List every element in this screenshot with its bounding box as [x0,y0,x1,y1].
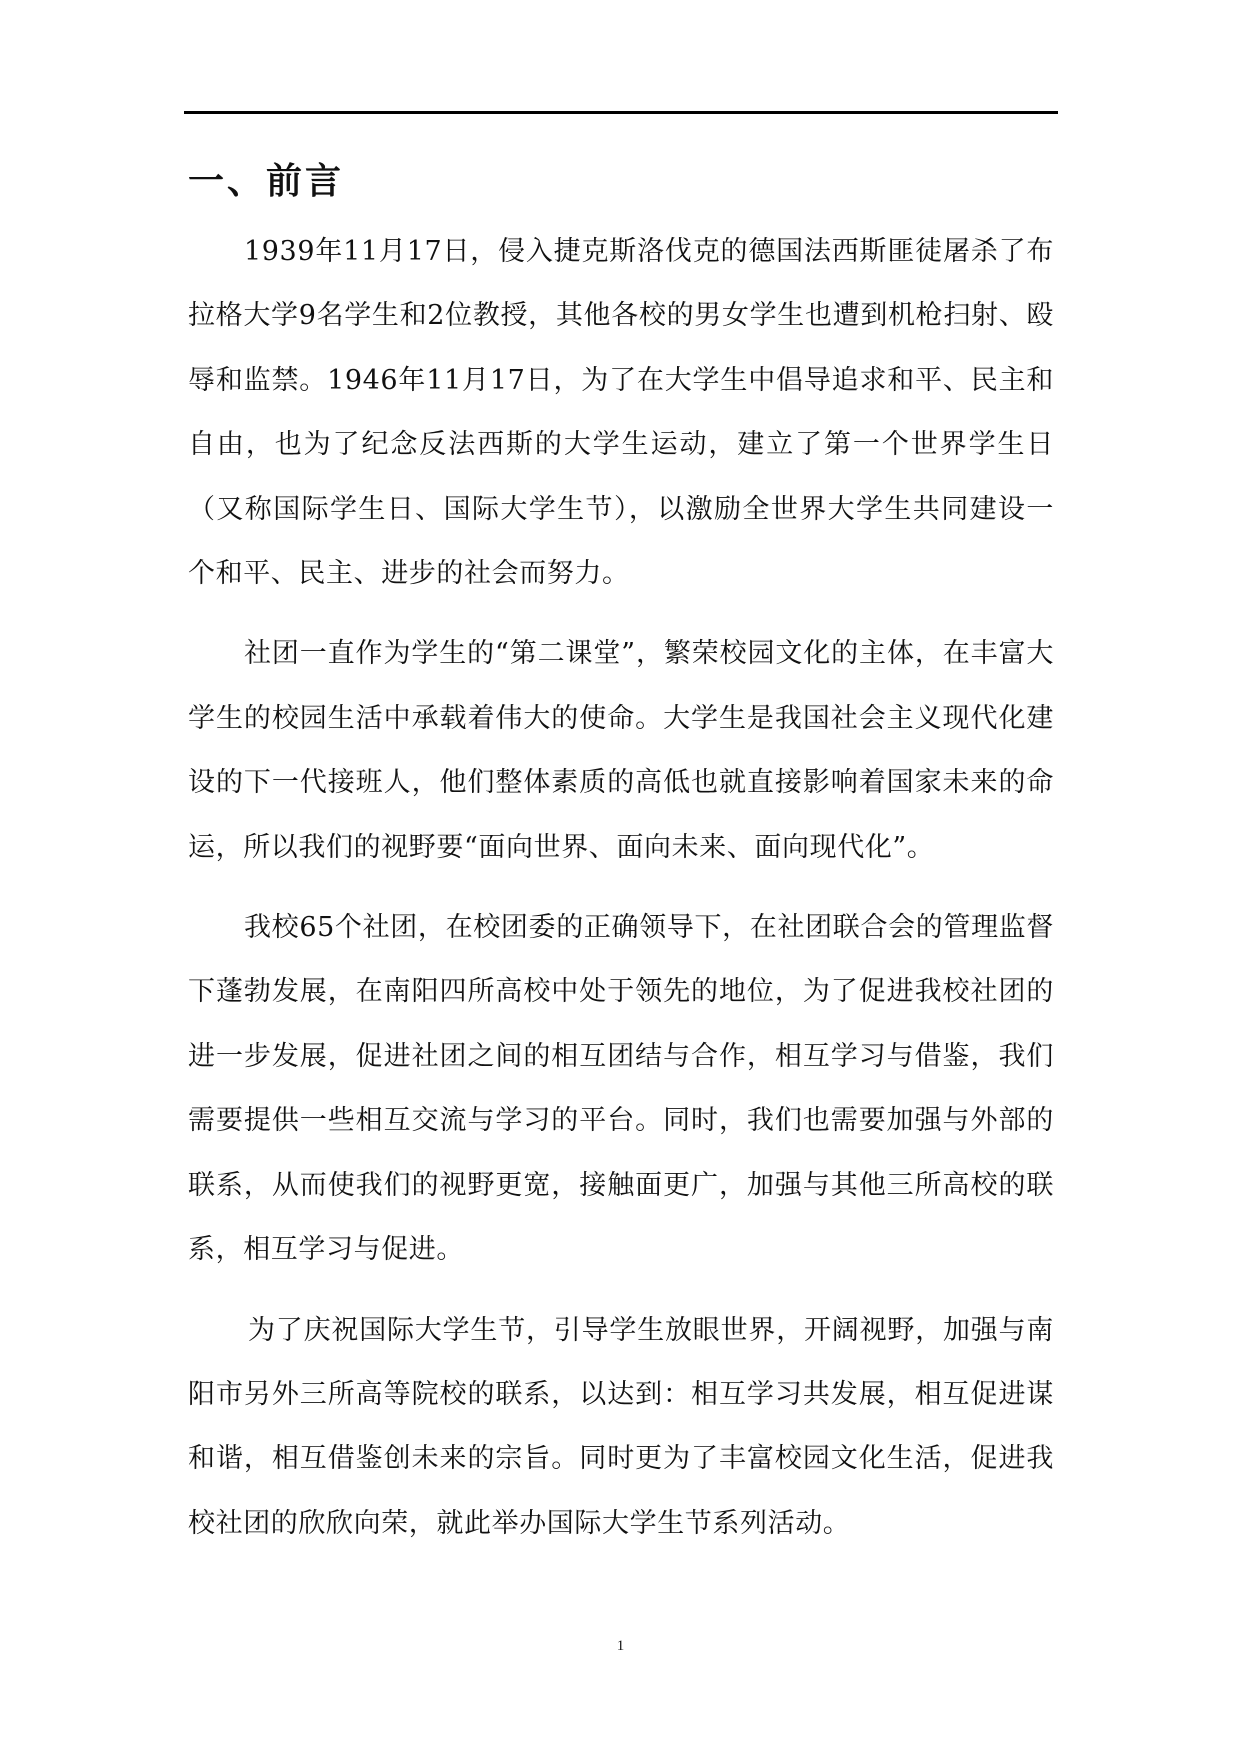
document-body [188,220,1054,1572]
paragraph-clubs-role: 社团一直作为学生的“第二课堂”，繁荣校园文化的主体，在丰富大学生的校园生活中承载着伟大的使命。大学生是我国社会主义现代化建设的下一代接班人，他们整体素质的高低也就直接影响着国家未来的命运，所以我们的视野要“面向世界、面向未来、面向现代化”。 [188,638,1054,863]
paragraph-world-student-day: 1939年11月17日，侵入捷克斯洛伐克的德国法西斯匪徒屠杀了布拉格大学9名学生和2位教授，其他各校的男女学生也遭到机枪扫射、殴辱和监禁。1946年11月17日，为了在大学生中倡导追求和平、民主和自由，也为了纪念反法西斯的大学生运动，建立了第一个世界学生日（又称国际学生日、国际大学生节），以激励全世界大学生共同建设一个和平、民主、进步的社会而努力。 [188,236,1054,590]
section-title: 一、前言 [188,161,345,202]
page-number: 1 [616,1638,625,1654]
header-rule [184,111,1058,114]
paragraph-event-purpose: 为了庆祝国际大学生节，引导学生放眼世界，开阔视野，加强与南阳市另外三所高等院校的联系，以达到：相互学习共发展，相互促进谋和谐，相互借鉴创未来的宗旨。同时更为了丰富校园文化生活，促进我校社团的欣欣向荣，就此举办国际大学生节系列活动。 [188,1314,1054,1539]
paragraph-school-clubs: 我校65个社团，在校团委的正确领导下，在社团联合会的管理监督下蓬勃发展，在南阳四所高校中处于领先的地位，为了促进我校社团的进一步发展，促进社团之间的相互团结与合作，相互学习与借鉴，我们需要提供一些相互交流与学习的平台。同时，我们也需要加强与外部的联系，从而使我们的视野更宽，接触面更广，加强与其他三所高校的联系，相互学习与促进。 [188,912,1054,1266]
